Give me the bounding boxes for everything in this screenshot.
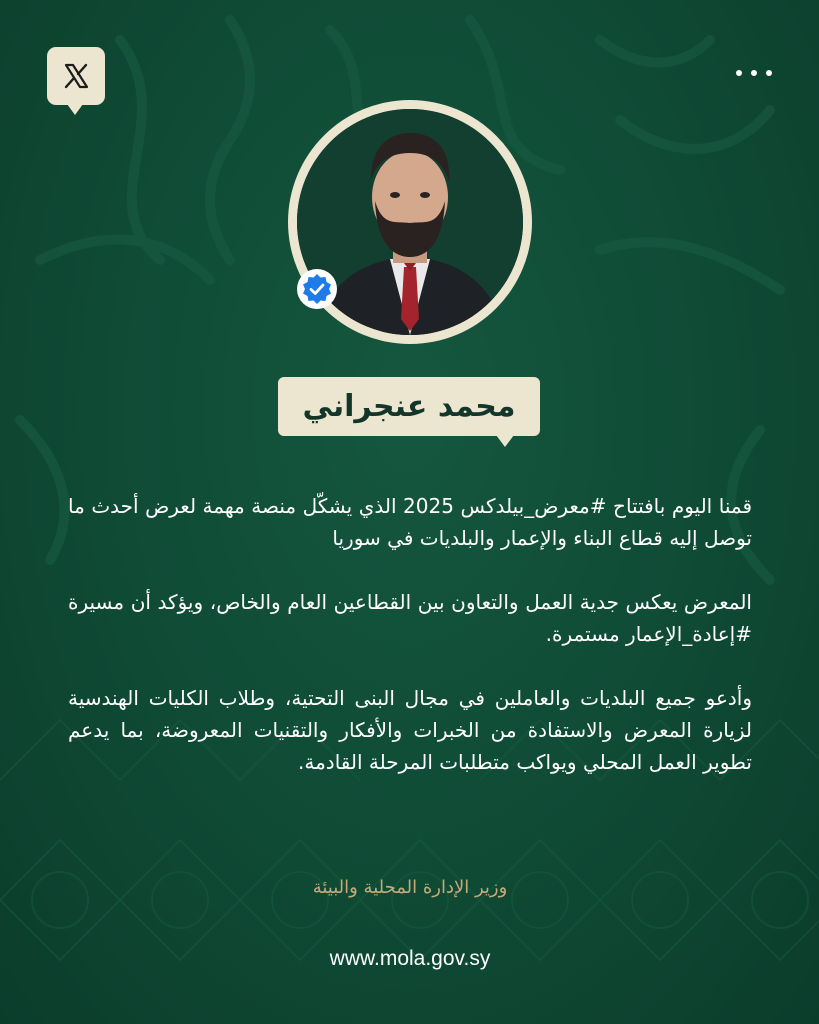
x-logo-badge[interactable] xyxy=(47,47,105,105)
author-title: وزير الإدارة المحلية والبيئة xyxy=(312,877,508,898)
post-body xyxy=(68,490,752,810)
post-paragraph: وأدعو جميع البلديات والعاملين في مجال البنى التحتية، وطلاب الكليات الهندسية لزيارة المعرض والاستفادة من الخبرات والأفكار والتقنيات المعروضة، بما يدعم تطوير العمل المحلي ويواكب متطلبات المرحلة القادمة. xyxy=(68,686,752,774)
x-logo-icon xyxy=(61,61,91,91)
profile-name-box xyxy=(278,377,540,436)
profile-name: محمد عنجراني xyxy=(302,389,516,424)
post-paragraph: المعرض يعكس جدية العمل والتعاون بين القطاعين العام والخاص، ويؤكد أن مسيرة #إعادة_الإعمار مستمرة. xyxy=(68,590,752,646)
post-paragraph: قمنا اليوم بافتتاح #معرض_بيلدكس 2025 الذي يشكّل منصة مهمة لعرض أحدث ما توصل إليه قطاع البناء والإعمار والبلديات في سوريا xyxy=(68,494,753,550)
verified-badge xyxy=(297,269,337,309)
more-dots-icon[interactable] xyxy=(736,67,772,79)
website-link[interactable]: www.mola.gov.sy xyxy=(329,947,491,970)
verified-badge-icon xyxy=(301,273,333,305)
